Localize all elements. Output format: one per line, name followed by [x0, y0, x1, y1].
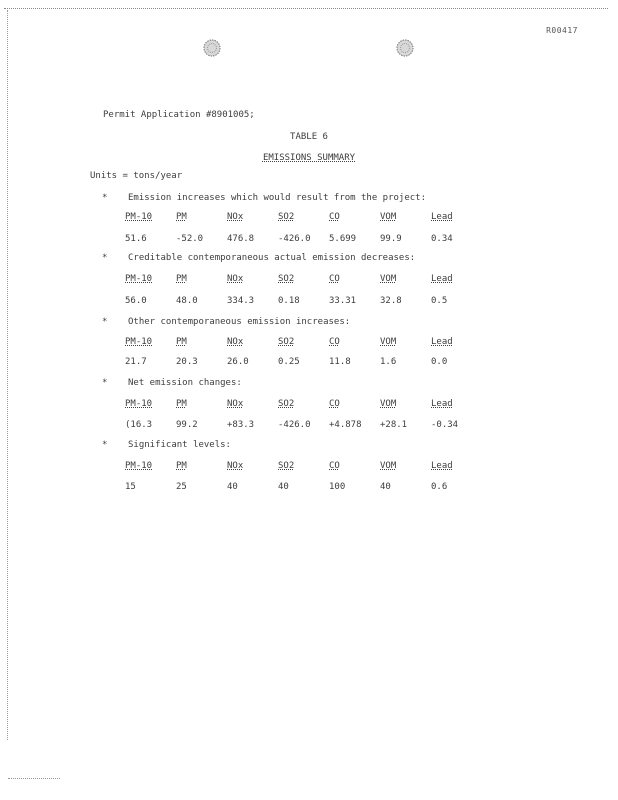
header-cell: SO2 [278, 274, 295, 284]
value-cell: 5.699 [329, 234, 357, 244]
header-cell: CO [329, 274, 340, 284]
value-cell: 0.0 [431, 357, 448, 367]
value-cell: 0.6 [431, 482, 448, 492]
table-header-row [125, 399, 485, 409]
value-cell: 15 [125, 482, 136, 492]
header-cell: CO [329, 461, 340, 471]
bullet-icon: * [102, 378, 108, 388]
value-cell: 32.8 [380, 296, 402, 306]
value-cell: 33.31 [329, 296, 357, 306]
value-cell: 20.3 [176, 357, 198, 367]
section-title: Significant levels: [128, 440, 231, 450]
value-cell: 476.8 [227, 234, 255, 244]
header-cell: VOM [380, 461, 397, 471]
value-cell: 40 [227, 482, 238, 492]
permit-line: Permit Application #8901005; [103, 110, 255, 120]
header-cell: PM [176, 399, 187, 409]
header-cell: PM [176, 212, 187, 222]
bullet-icon: * [102, 193, 108, 203]
value-cell: 40 [380, 482, 391, 492]
header-cell: NOx [227, 337, 244, 347]
section-title: Net emission changes: [128, 378, 242, 388]
header-cell: SO2 [278, 399, 295, 409]
header-cell: PM [176, 461, 187, 471]
value-cell: 51.6 [125, 234, 147, 244]
value-cell: 99.2 [176, 420, 198, 430]
value-cell: +28.1 [380, 420, 408, 430]
table-row [125, 420, 485, 430]
header-cell: PM [176, 337, 187, 347]
table-row [125, 357, 485, 367]
header-cell: CO [329, 337, 340, 347]
table-header-row [125, 212, 485, 222]
header-cell: VOM [380, 399, 397, 409]
bullet-icon: * [102, 317, 108, 327]
left-border [7, 10, 8, 740]
value-cell: 26.0 [227, 357, 249, 367]
header-cell: CO [329, 399, 340, 409]
header-cell: CO [329, 212, 340, 222]
value-cell: 21.7 [125, 357, 147, 367]
header-cell: PM-10 [125, 461, 153, 471]
header-cell: PM [176, 274, 187, 284]
units-line: Units = tons/year [90, 171, 183, 181]
top-border [4, 8, 608, 9]
value-cell: 56.0 [125, 296, 147, 306]
header-cell: SO2 [278, 461, 295, 471]
header-cell: NOx [227, 399, 244, 409]
table-header-row [125, 337, 485, 347]
value-cell: 48.0 [176, 296, 198, 306]
section-title: Creditable contemporaneous actual emission decreases: [128, 253, 416, 263]
header-cell: Lead [431, 274, 453, 284]
table-title: TABLE 6 [290, 132, 328, 142]
punch-hole-left-icon [202, 38, 222, 58]
header-cell: Lead [431, 399, 453, 409]
table-header-row [125, 274, 485, 284]
header-cell: Lead [431, 212, 453, 222]
header-cell: PM-10 [125, 337, 153, 347]
value-cell: -52.0 [176, 234, 204, 244]
table-subtitle: EMISSIONS SUMMARY [262, 153, 356, 163]
value-cell: 40 [278, 482, 289, 492]
value-cell: 0.5 [431, 296, 448, 306]
value-cell: +4.878 [329, 420, 362, 430]
value-cell: -426.0 [278, 234, 311, 244]
value-cell: 0.18 [278, 296, 300, 306]
header-cell: PM-10 [125, 212, 153, 222]
header-cell: VOM [380, 337, 397, 347]
header-cell: NOx [227, 461, 244, 471]
header-cell: NOx [227, 274, 244, 284]
table-row [125, 482, 485, 492]
header-cell: VOM [380, 212, 397, 222]
document-id: R00417 [546, 26, 578, 35]
value-cell: 1.6 [380, 357, 397, 367]
footer-dots [8, 778, 60, 779]
header-cell: PM-10 [125, 274, 153, 284]
header-cell: Lead [431, 337, 453, 347]
header-cell: SO2 [278, 337, 295, 347]
table-row [125, 234, 485, 244]
header-cell: VOM [380, 274, 397, 284]
bullet-icon: * [102, 253, 108, 263]
header-cell: NOx [227, 212, 244, 222]
table-row [125, 296, 485, 306]
section-title: Emission increases which would result from the project: [128, 193, 427, 203]
value-cell: -426.0 [278, 420, 311, 430]
value-cell: -0.34 [431, 420, 459, 430]
value-cell: 0.25 [278, 357, 300, 367]
table-header-row [125, 461, 485, 471]
punch-hole-right-icon [395, 38, 415, 58]
header-cell: Lead [431, 461, 453, 471]
section-title: Other contemporaneous emission increases: [128, 317, 351, 327]
value-cell: 11.8 [329, 357, 351, 367]
value-cell: 99.9 [380, 234, 402, 244]
value-cell: 25 [176, 482, 187, 492]
header-cell: SO2 [278, 212, 295, 222]
value-cell: 334.3 [227, 296, 255, 306]
value-cell: 0.34 [431, 234, 453, 244]
bullet-icon: * [102, 440, 108, 450]
value-cell: (16.3 [125, 420, 153, 430]
value-cell: +83.3 [227, 420, 255, 430]
header-cell: PM-10 [125, 399, 153, 409]
value-cell: 100 [329, 482, 346, 492]
